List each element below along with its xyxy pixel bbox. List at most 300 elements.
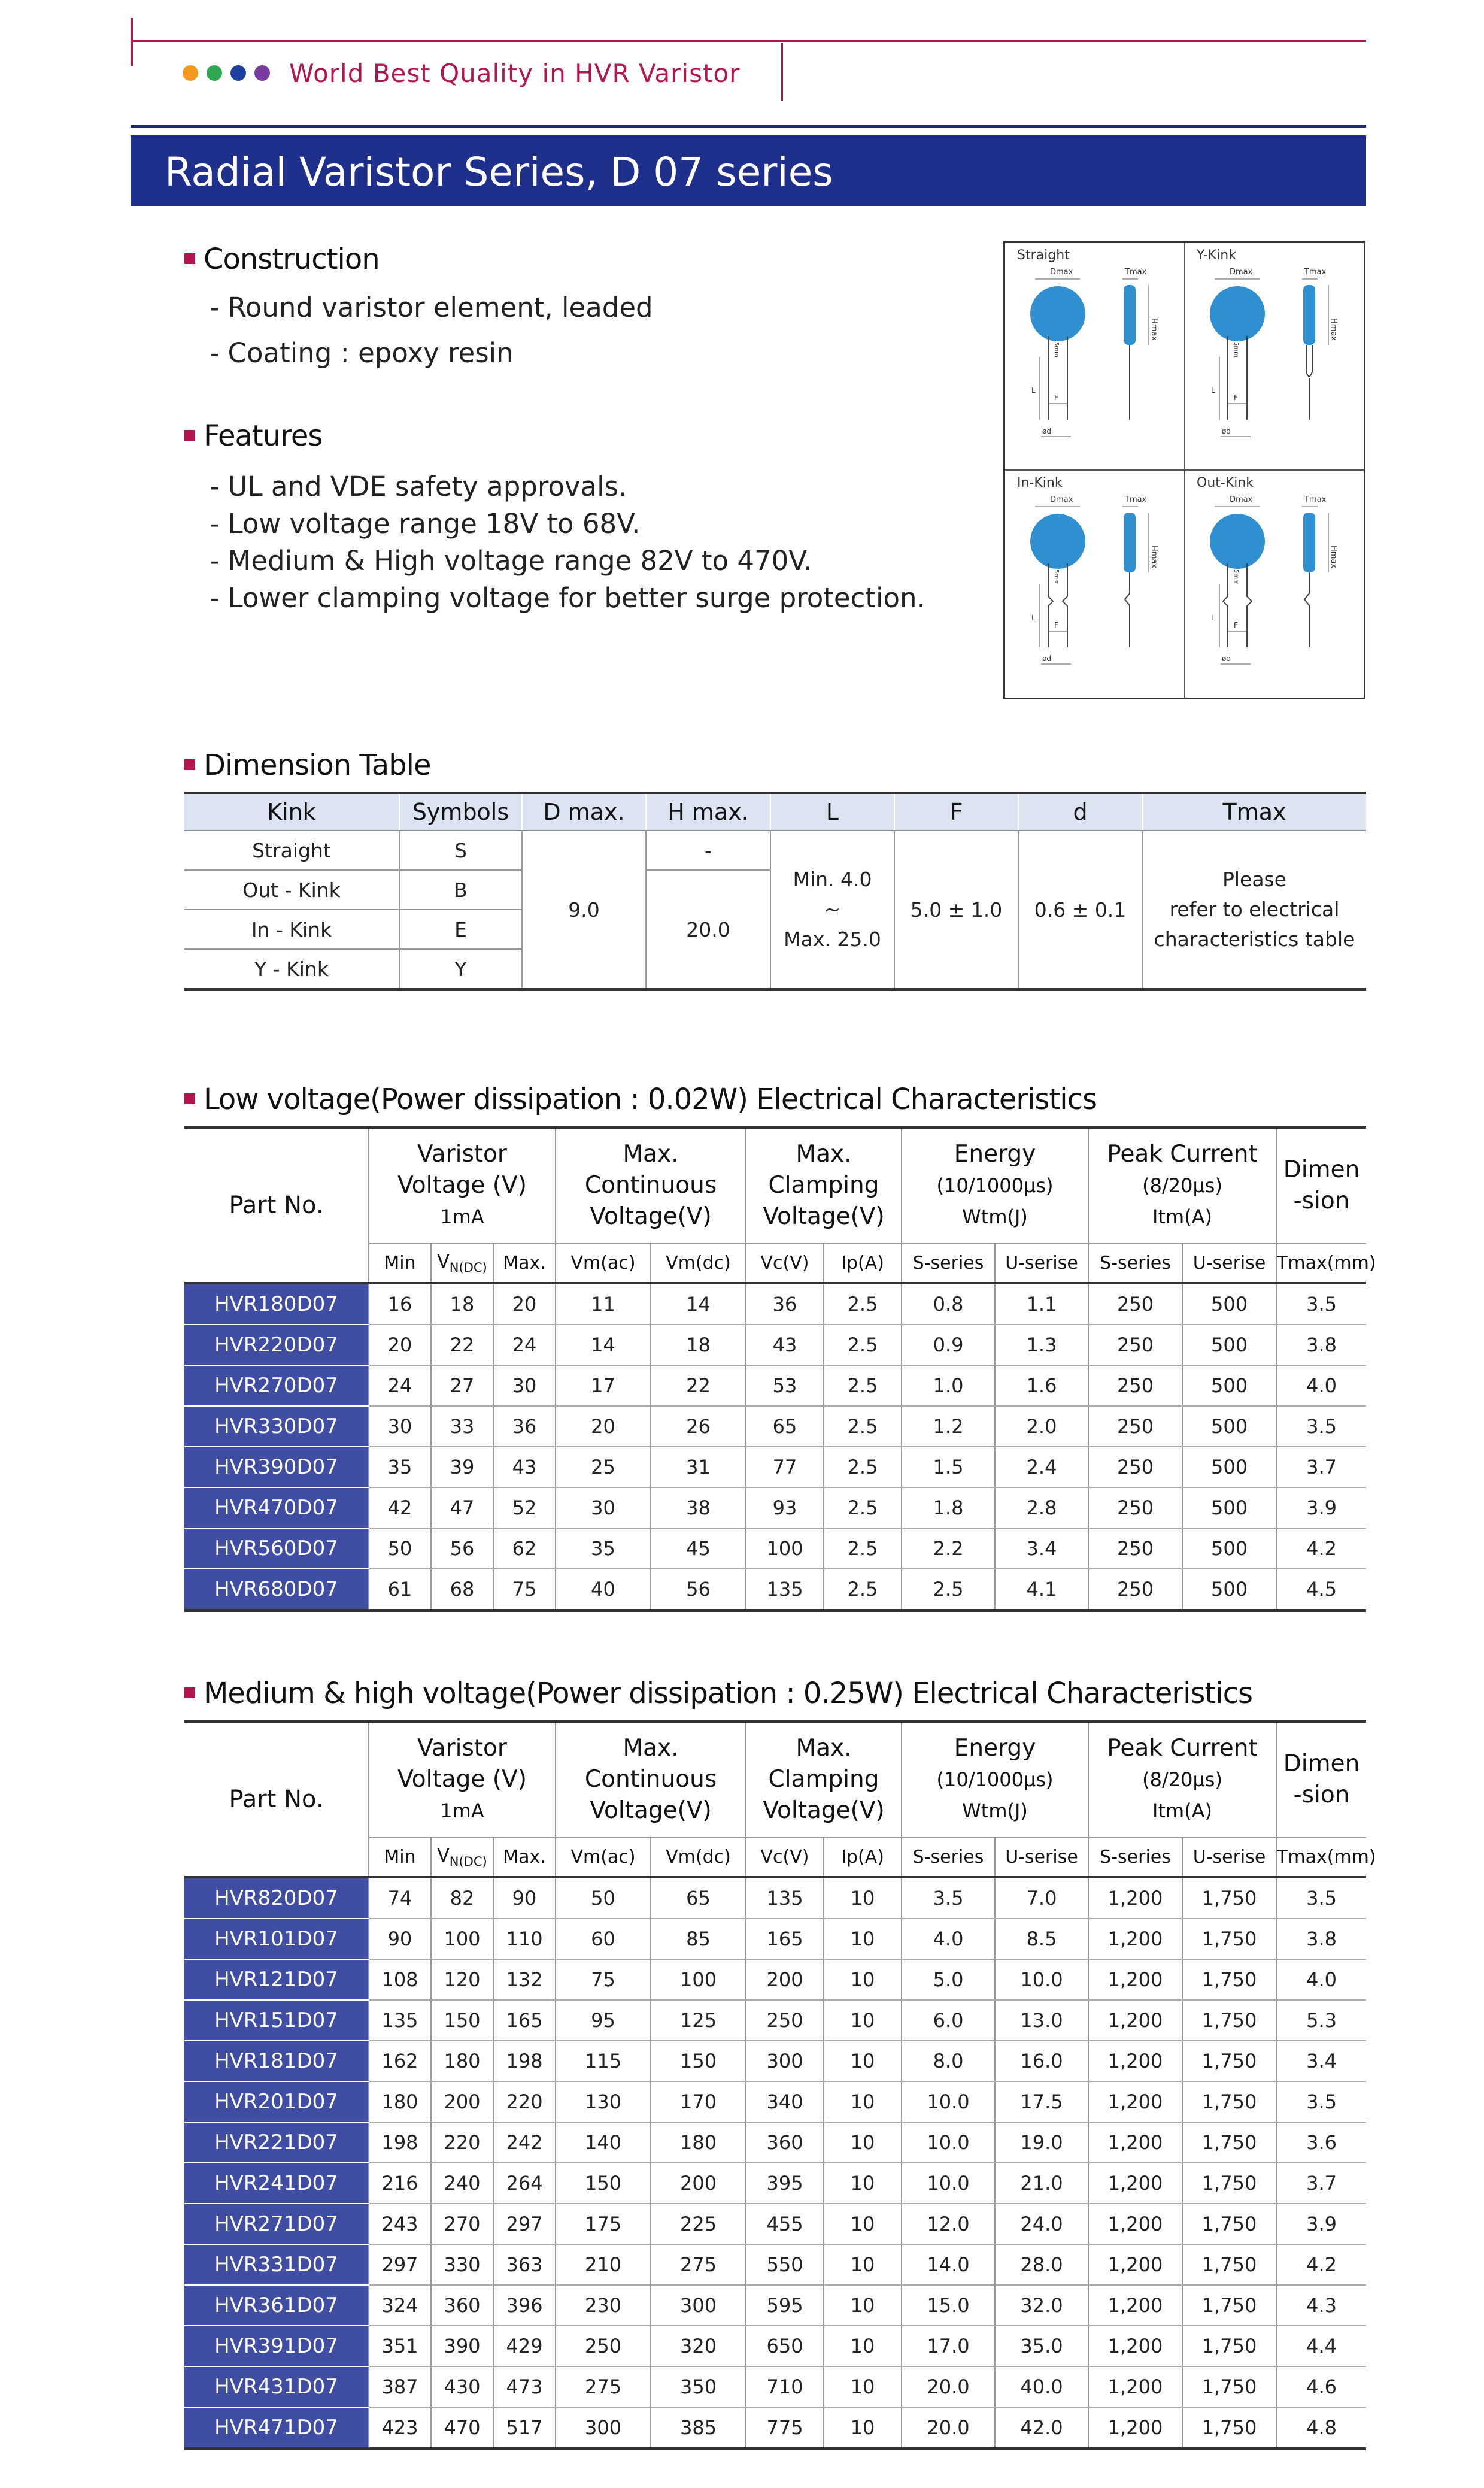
part-number-cell: HVR220D07 xyxy=(184,1325,369,1365)
value-cell: 5.3 xyxy=(1276,2000,1366,2041)
value-cell: 130 xyxy=(556,2081,651,2122)
value-cell: 363 xyxy=(493,2244,556,2285)
dmax-label: Dmax xyxy=(1230,268,1253,277)
varistor-disc xyxy=(1210,514,1265,569)
value-cell: 250 xyxy=(746,2000,824,2041)
col-f: F xyxy=(894,793,1018,831)
value-cell: 8.0 xyxy=(902,2041,995,2081)
value-cell: 3.4 xyxy=(995,1528,1088,1569)
low-voltage-heading: Low voltage(Power dissipation : 0.02W) Electrical Characteristics xyxy=(184,1083,1097,1116)
figure-y-kink xyxy=(1185,243,1364,471)
f-label: F xyxy=(1054,621,1058,629)
dot-blue xyxy=(230,65,246,81)
value-cell: 1.6 xyxy=(995,1365,1088,1406)
varistor-disc xyxy=(1030,286,1085,341)
varistor-in-kink-drawing xyxy=(1005,495,1185,692)
feature-item: - Low voltage range 18V to 68V. xyxy=(210,508,641,540)
value-cell: 429 xyxy=(493,2326,556,2366)
value-cell: 1,750 xyxy=(1182,2122,1276,2163)
part-number-cell: HVR391D07 xyxy=(184,2326,369,2366)
kink-cell: In - Kink xyxy=(184,910,399,949)
value-cell: 135 xyxy=(746,1569,824,1611)
value-cell: 1,200 xyxy=(1088,2163,1182,2204)
value-cell: 1,200 xyxy=(1088,1919,1182,1959)
value-cell: 300 xyxy=(556,2407,651,2449)
value-cell: 430 xyxy=(431,2366,493,2407)
value-cell: 60 xyxy=(556,1919,651,1959)
value-cell: 132 xyxy=(493,1959,556,2000)
value-cell: 3.8 xyxy=(1276,1325,1366,1365)
value-cell: 170 xyxy=(651,2081,746,2122)
l-label: L xyxy=(1211,386,1215,395)
value-cell: 517 xyxy=(493,2407,556,2449)
kink-cell: Y - Kink xyxy=(184,949,399,990)
value-cell: 1,200 xyxy=(1088,2041,1182,2081)
value-cell: 165 xyxy=(746,1919,824,1959)
col-hmax: H max. xyxy=(646,793,770,831)
brand-tagline xyxy=(183,55,740,91)
value-cell: 500 xyxy=(1182,1528,1276,1569)
dmax-label: Dmax xyxy=(1050,268,1073,277)
sub-vm-ac: Vm(ac) xyxy=(556,1243,651,1283)
bullet-icon xyxy=(184,430,195,441)
value-cell: 3.8 xyxy=(1276,1919,1366,1959)
value-cell: 10 xyxy=(824,2244,902,2285)
table-row xyxy=(184,2000,1366,2041)
sub-ip: Ip(A) xyxy=(824,1243,902,1283)
kink-cell: Straight xyxy=(184,831,399,870)
table-row xyxy=(184,1283,1366,1325)
low-voltage-table xyxy=(184,1126,1376,1612)
value-cell: 1,200 xyxy=(1088,2285,1182,2326)
value-cell: 10 xyxy=(824,2000,902,2041)
table-row xyxy=(184,831,1366,870)
col-max-clamping: Max. Clamping Voltage(V) xyxy=(746,1128,902,1244)
table-row xyxy=(184,1365,1366,1406)
sub-ip: Ip(A) xyxy=(824,1837,902,1877)
value-cell: 500 xyxy=(1182,1406,1276,1447)
part-number-cell: HVR221D07 xyxy=(184,2122,369,2163)
value-cell: 10 xyxy=(824,2122,902,2163)
varistor-disc xyxy=(1030,514,1085,569)
value-cell: 270 xyxy=(431,2204,493,2244)
value-cell: 14.0 xyxy=(902,2244,995,2285)
value-cell: 14 xyxy=(651,1283,746,1325)
d-label: ød xyxy=(1222,427,1231,435)
value-cell: 1,750 xyxy=(1182,2204,1276,2244)
sub-peak-s: S-series xyxy=(1088,1243,1182,1283)
value-cell: 1.3 xyxy=(995,1325,1088,1365)
value-cell: 455 xyxy=(746,2204,824,2244)
bullet-icon xyxy=(184,759,195,770)
value-cell: 240 xyxy=(431,2163,493,2204)
part-number-cell: HVR181D07 xyxy=(184,2041,369,2081)
value-cell: 1.1 xyxy=(995,1283,1088,1325)
value-cell: 75 xyxy=(556,1959,651,2000)
value-cell: 4.6 xyxy=(1276,2366,1366,2407)
table-header-row xyxy=(184,1722,1366,1838)
part-number-cell: HVR201D07 xyxy=(184,2081,369,2122)
value-cell: 150 xyxy=(431,2000,493,2041)
value-cell: 27 xyxy=(431,1365,493,1406)
value-cell: 180 xyxy=(369,2081,431,2122)
part-number-cell: HVR471D07 xyxy=(184,2407,369,2449)
value-cell: 18 xyxy=(431,1283,493,1325)
sub-peak-u: U-serise xyxy=(1182,1837,1276,1877)
value-cell: 42 xyxy=(369,1487,431,1528)
value-cell: 19.0 xyxy=(995,2122,1088,2163)
value-cell: 10 xyxy=(824,1959,902,2000)
part-number-cell: HVR560D07 xyxy=(184,1528,369,1569)
value-cell: 61 xyxy=(369,1569,431,1611)
col-varistor-voltage: Varistor Voltage (V) 1mA xyxy=(369,1128,556,1244)
col-tmax: Tmax xyxy=(1142,793,1366,831)
header-divider xyxy=(781,43,783,101)
value-cell: 1,750 xyxy=(1182,2407,1276,2449)
value-cell: 10 xyxy=(824,2407,902,2449)
hmax-straight-cell: - xyxy=(646,831,770,870)
figure-label: Y-Kink xyxy=(1197,248,1236,263)
value-cell: 1,200 xyxy=(1088,2122,1182,2163)
value-cell: 1,200 xyxy=(1088,2366,1182,2407)
dimension-heading: Dimension Table xyxy=(184,748,431,782)
value-cell: 2.5 xyxy=(824,1487,902,1528)
value-cell: 250 xyxy=(1088,1406,1182,1447)
value-cell: 30 xyxy=(556,1487,651,1528)
table-row xyxy=(184,2366,1366,2407)
l-label: L xyxy=(1031,386,1036,395)
value-cell: 396 xyxy=(493,2285,556,2326)
tagline-text: World Best Quality in HVR Varistor xyxy=(289,58,741,88)
part-number-cell: HVR101D07 xyxy=(184,1919,369,1959)
feature-item: - UL and VDE safety approvals. xyxy=(210,471,627,502)
value-cell: 198 xyxy=(369,2122,431,2163)
value-cell: 6.0 xyxy=(902,2000,995,2041)
f-cell: 5.0 ± 1.0 xyxy=(894,831,1018,990)
value-cell: 93 xyxy=(746,1487,824,1528)
value-cell: 330 xyxy=(431,2244,493,2285)
part-number-cell: HVR680D07 xyxy=(184,1569,369,1611)
value-cell: 20 xyxy=(493,1283,556,1325)
min-label: 5mm xyxy=(1233,342,1239,357)
value-cell: 13.0 xyxy=(995,2000,1088,2041)
value-cell: 1,750 xyxy=(1182,2041,1276,2081)
value-cell: 10 xyxy=(824,2326,902,2366)
value-cell: 500 xyxy=(1182,1283,1276,1325)
value-cell: 10.0 xyxy=(902,2081,995,2122)
value-cell: 340 xyxy=(746,2081,824,2122)
value-cell: 10 xyxy=(824,2366,902,2407)
value-cell: 3.7 xyxy=(1276,1447,1366,1487)
value-cell: 22 xyxy=(651,1365,746,1406)
col-peak-current: Peak Current (8/20μs) Itm(A) xyxy=(1088,1722,1276,1838)
table-row xyxy=(184,2326,1366,2366)
value-cell: 52 xyxy=(493,1487,556,1528)
table-row xyxy=(184,1877,1366,1919)
value-cell: 250 xyxy=(1088,1283,1182,1325)
value-cell: 10.0 xyxy=(902,2122,995,2163)
hmax-label: Hmax xyxy=(1329,318,1338,341)
value-cell: 0.8 xyxy=(902,1283,995,1325)
value-cell: 2.5 xyxy=(824,1569,902,1611)
varistor-side xyxy=(1303,513,1315,572)
part-number-cell: HVR271D07 xyxy=(184,2204,369,2244)
dmax-label: Dmax xyxy=(1050,495,1073,504)
value-cell: 17.0 xyxy=(902,2326,995,2366)
value-cell: 360 xyxy=(746,2122,824,2163)
value-cell: 30 xyxy=(493,1365,556,1406)
col-symbols: Symbols xyxy=(399,793,522,831)
value-cell: 470 xyxy=(431,2407,493,2449)
value-cell: 500 xyxy=(1182,1569,1276,1611)
symbol-cell: B xyxy=(399,870,522,910)
value-cell: 110 xyxy=(493,1919,556,1959)
part-number-cell: HVR361D07 xyxy=(184,2285,369,2326)
value-cell: 1,750 xyxy=(1182,1877,1276,1919)
col-part-no: Part No. xyxy=(184,1128,369,1284)
value-cell: 1.8 xyxy=(902,1487,995,1528)
tmax-label: Tmax xyxy=(1304,495,1327,504)
value-cell: 595 xyxy=(746,2285,824,2326)
value-cell: 95 xyxy=(556,2000,651,2041)
hmax-label: Hmax xyxy=(1149,318,1158,341)
col-max-clamping: Max. Clamping Voltage(V) xyxy=(746,1722,902,1838)
value-cell: 216 xyxy=(369,2163,431,2204)
table-row xyxy=(184,2163,1366,2204)
col-kink: Kink xyxy=(184,793,399,831)
value-cell: 10 xyxy=(824,2081,902,2122)
value-cell: 17.5 xyxy=(995,2081,1088,2122)
value-cell: 4.4 xyxy=(1276,2326,1366,2366)
l-label: L xyxy=(1031,614,1036,622)
value-cell: 225 xyxy=(651,2204,746,2244)
varistor-y-kink-drawing xyxy=(1185,267,1364,465)
value-cell: 180 xyxy=(431,2041,493,2081)
value-cell: 65 xyxy=(651,1877,746,1919)
table-row xyxy=(184,2244,1366,2285)
table-row xyxy=(184,2041,1366,2081)
value-cell: 3.5 xyxy=(1276,1283,1366,1325)
value-cell: 10.0 xyxy=(995,1959,1088,2000)
value-cell: 500 xyxy=(1182,1365,1276,1406)
table-row xyxy=(184,2204,1366,2244)
table-row xyxy=(184,2407,1366,2449)
header-tick xyxy=(131,18,133,66)
value-cell: 32.0 xyxy=(995,2285,1088,2326)
value-cell: 10.0 xyxy=(902,2163,995,2204)
col-varistor-voltage: Varistor Voltage (V) 1mA xyxy=(369,1722,556,1838)
col-energy: Energy (10/1000μs) Wtm(J) xyxy=(902,1722,1088,1838)
value-cell: 200 xyxy=(651,2163,746,2204)
value-cell: 165 xyxy=(493,2000,556,2041)
value-cell: 300 xyxy=(746,2041,824,2081)
value-cell: 18 xyxy=(651,1325,746,1365)
value-cell: 1,750 xyxy=(1182,2326,1276,2366)
value-cell: 1.0 xyxy=(902,1365,995,1406)
value-cell: 3.5 xyxy=(902,1877,995,1919)
value-cell: 135 xyxy=(369,2000,431,2041)
varistor-out-kink-drawing xyxy=(1185,495,1364,692)
figure-in-kink xyxy=(1005,471,1185,698)
dot-purple xyxy=(254,65,270,81)
value-cell: 20 xyxy=(556,1406,651,1447)
sub-vc: Vc(V) xyxy=(746,1243,824,1283)
value-cell: 4.2 xyxy=(1276,1528,1366,1569)
table-row xyxy=(184,1447,1366,1487)
value-cell: 550 xyxy=(746,2244,824,2285)
value-cell: 250 xyxy=(1088,1325,1182,1365)
value-cell: 200 xyxy=(431,2081,493,2122)
tmax-label: Tmax xyxy=(1125,495,1147,504)
col-dmax: D max. xyxy=(522,793,646,831)
value-cell: 350 xyxy=(651,2366,746,2407)
value-cell: 1,200 xyxy=(1088,1959,1182,2000)
part-number-cell: HVR121D07 xyxy=(184,1959,369,2000)
value-cell: 3.6 xyxy=(1276,2122,1366,2163)
value-cell: 90 xyxy=(493,1877,556,1919)
varistor-side xyxy=(1124,513,1136,572)
part-number-cell: HVR470D07 xyxy=(184,1487,369,1528)
min-label: 5mm xyxy=(1233,569,1239,585)
value-cell: 82 xyxy=(431,1877,493,1919)
value-cell: 1,750 xyxy=(1182,2285,1276,2326)
table-row xyxy=(184,2081,1366,2122)
hmax-label: Hmax xyxy=(1329,546,1338,569)
varistor-straight-drawing xyxy=(1005,267,1185,465)
value-cell: 3.9 xyxy=(1276,2204,1366,2244)
value-cell: 230 xyxy=(556,2285,651,2326)
sub-max: Max. xyxy=(493,1837,556,1877)
value-cell: 2.5 xyxy=(824,1447,902,1487)
value-cell: 1,200 xyxy=(1088,2244,1182,2285)
value-cell: 10 xyxy=(824,2041,902,2081)
bullet-icon xyxy=(184,1093,195,1104)
sub-energy-s: S-series xyxy=(902,1243,995,1283)
value-cell: 21.0 xyxy=(995,2163,1088,2204)
value-cell: 39 xyxy=(431,1447,493,1487)
value-cell: 35 xyxy=(556,1528,651,1569)
value-cell: 74 xyxy=(369,1877,431,1919)
value-cell: 1,750 xyxy=(1182,2244,1276,2285)
value-cell: 1.5 xyxy=(902,1447,995,1487)
symbol-cell: E xyxy=(399,910,522,949)
value-cell: 200 xyxy=(746,1959,824,2000)
bullet-icon xyxy=(184,253,195,264)
table-row xyxy=(184,1959,1366,2000)
value-cell: 10 xyxy=(824,1919,902,1959)
value-cell: 108 xyxy=(369,1959,431,2000)
value-cell: 2.4 xyxy=(995,1447,1088,1487)
value-cell: 2.8 xyxy=(995,1487,1088,1528)
construction-item: - Round varistor element, leaded xyxy=(210,292,653,323)
value-cell: 75 xyxy=(493,1569,556,1611)
feature-item: - Medium & High voltage range 82V to 470V. xyxy=(210,545,812,577)
symbol-cell: Y xyxy=(399,949,522,990)
sub-max: Max. xyxy=(493,1243,556,1283)
sub-energy-s: S-series xyxy=(902,1837,995,1877)
f-label: F xyxy=(1234,621,1238,629)
value-cell: 1,750 xyxy=(1182,1959,1276,2000)
value-cell: 4.0 xyxy=(1276,1959,1366,2000)
value-cell: 10 xyxy=(824,2285,902,2326)
value-cell: 198 xyxy=(493,2041,556,2081)
sub-vm-dc: Vm(dc) xyxy=(651,1837,746,1877)
hmax-cell: 20.0 xyxy=(646,870,770,990)
value-cell: 140 xyxy=(556,2122,651,2163)
part-number-cell: HVR270D07 xyxy=(184,1365,369,1406)
value-cell: 38 xyxy=(651,1487,746,1528)
part-number-cell: HVR151D07 xyxy=(184,2000,369,2041)
value-cell: 250 xyxy=(1088,1569,1182,1611)
value-cell: 395 xyxy=(746,2163,824,2204)
value-cell: 135 xyxy=(746,1877,824,1919)
value-cell: 220 xyxy=(431,2122,493,2163)
value-cell: 180 xyxy=(651,2122,746,2163)
value-cell: 10 xyxy=(824,1877,902,1919)
value-cell: 360 xyxy=(431,2285,493,2326)
sub-min: Min xyxy=(369,1243,431,1283)
value-cell: 162 xyxy=(369,2041,431,2081)
value-cell: 390 xyxy=(431,2326,493,2366)
value-cell: 1,200 xyxy=(1088,2204,1182,2244)
col-l: L xyxy=(770,793,894,831)
col-dimension: Dimen -sion xyxy=(1276,1722,1366,1838)
value-cell: 120 xyxy=(431,1959,493,2000)
sub-vn: $V_{N(DC)}$ xyxy=(431,1837,493,1877)
value-cell: 300 xyxy=(651,2285,746,2326)
value-cell: 1,200 xyxy=(1088,1877,1182,1919)
value-cell: 100 xyxy=(651,1959,746,2000)
part-number-cell: HVR330D07 xyxy=(184,1406,369,1447)
value-cell: 1,200 xyxy=(1088,2326,1182,2366)
value-cell: 1,750 xyxy=(1182,1919,1276,1959)
varistor-disc xyxy=(1210,286,1265,341)
value-cell: 56 xyxy=(651,1569,746,1611)
value-cell: 320 xyxy=(651,2326,746,2366)
value-cell: 14 xyxy=(556,1325,651,1365)
value-cell: 10 xyxy=(824,2163,902,2204)
value-cell: 31 xyxy=(651,1447,746,1487)
features-heading: Features xyxy=(184,419,322,453)
value-cell: 7.0 xyxy=(995,1877,1088,1919)
value-cell: 1,200 xyxy=(1088,2081,1182,2122)
value-cell: 0.9 xyxy=(902,1325,995,1365)
value-cell: 56 xyxy=(431,1528,493,1569)
figure-straight xyxy=(1005,243,1185,471)
col-max-continuous: Max. Continuous Voltage(V) xyxy=(556,1128,746,1244)
value-cell: 85 xyxy=(651,1919,746,1959)
title-top-line xyxy=(131,125,1366,128)
col-d: d xyxy=(1018,793,1142,831)
value-cell: 275 xyxy=(556,2366,651,2407)
value-cell: 297 xyxy=(493,2204,556,2244)
value-cell: 4.2 xyxy=(1276,2244,1366,2285)
value-cell: 250 xyxy=(1088,1487,1182,1528)
table-row xyxy=(184,1919,1366,1959)
figure-label: Out-Kink xyxy=(1197,475,1254,490)
value-cell: 3.5 xyxy=(1276,1877,1366,1919)
value-cell: 775 xyxy=(746,2407,824,2449)
value-cell: 43 xyxy=(493,1447,556,1487)
value-cell: 297 xyxy=(369,2244,431,2285)
value-cell: 351 xyxy=(369,2326,431,2366)
value-cell: 2.5 xyxy=(824,1283,902,1325)
value-cell: 710 xyxy=(746,2366,824,2407)
value-cell: 35 xyxy=(369,1447,431,1487)
value-cell: 62 xyxy=(493,1528,556,1569)
value-cell: 275 xyxy=(651,2244,746,2285)
value-cell: 24.0 xyxy=(995,2204,1088,2244)
